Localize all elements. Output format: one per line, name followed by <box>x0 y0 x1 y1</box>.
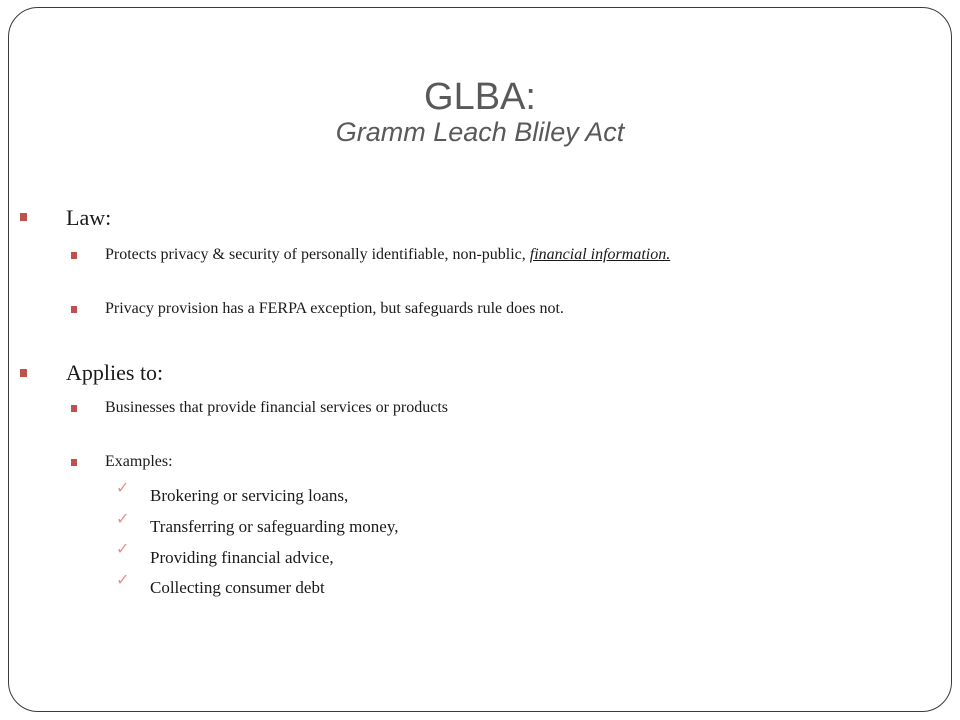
example-item: Transferring or safeguarding money, <box>150 517 399 536</box>
checkmark-icon: ✓ <box>116 570 130 589</box>
square-bullet-icon <box>71 405 77 412</box>
square-bullet-icon <box>71 459 77 466</box>
checkmark-icon: ✓ <box>116 509 130 528</box>
bullet-text: Protects privacy & security of personally identifiable, non-public, <box>105 246 530 263</box>
bullet-law-protects <box>105 246 670 264</box>
section-heading-applies-to: Applies to: <box>66 360 164 385</box>
bullet-businesses: Businesses that provide financial services or products <box>105 399 449 416</box>
square-bullet-icon <box>71 252 77 259</box>
checkmark-icon: ✓ <box>116 539 130 558</box>
square-bullet-icon <box>71 306 77 313</box>
example-item: Collecting consumer debt <box>150 578 325 597</box>
title-subtitle: Gramm Leach Bliley Act <box>335 117 625 147</box>
title-main: GLBA: <box>424 76 536 118</box>
section-heading-law: Law: <box>66 205 112 230</box>
example-item: Providing financial advice, <box>150 548 334 567</box>
square-bullet-icon <box>20 369 27 377</box>
checkmark-icon: ✓ <box>116 478 130 497</box>
bullet-law-ferpa: Privacy provision has a FERPA exception, but safeguards rule does not. <box>105 300 564 317</box>
emphasis-financial-information: financial information. <box>529 246 671 263</box>
square-bullet-icon <box>20 213 27 221</box>
bullet-examples: Examples: <box>105 453 173 470</box>
example-item: Brokering or servicing loans, <box>150 486 349 505</box>
